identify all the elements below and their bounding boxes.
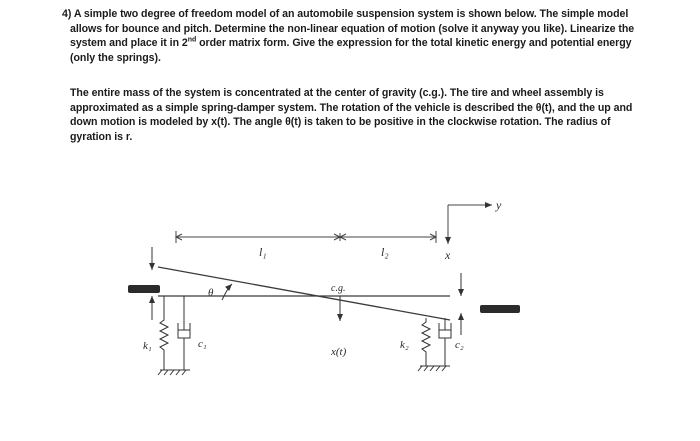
vehicle-body: [158, 267, 450, 320]
k1-label: k₁: [143, 340, 152, 352]
problem-line: 4) A simple two degree of freedom model of an automobile suspension system is shown below. The simple model: [62, 8, 629, 20]
problem-line: (only the springs).: [70, 51, 161, 64]
right-ground: [418, 366, 450, 371]
left-damper: [178, 296, 190, 370]
problem-line: system and place it in 2nd order matrix form. Give the expression for the total kinetic energy and potential energy: [70, 36, 632, 50]
theta-label: θ: [208, 287, 214, 299]
right-wheel-assembly: [418, 273, 520, 371]
rotation-arrow: [222, 284, 232, 300]
c1-label: c₁: [198, 338, 207, 350]
xt-label: x(t): [331, 346, 347, 358]
y-axis-label: y: [496, 198, 502, 212]
left-spring: [160, 296, 168, 370]
problem-line: down motion is modeled by x(t). The angle θ(t) is taken to be positive in the clockwise rotation. The radius of: [70, 116, 611, 129]
right-wheel-block: [480, 305, 520, 313]
coordinate-axes: [448, 205, 492, 244]
problem-line: approximated as a simple spring-damper system. The rotation of the vehicle is described the θ(t), and the up and: [70, 101, 633, 114]
right-spring: [422, 318, 430, 366]
l2-label: l₂: [381, 245, 389, 259]
left-wheel-assembly: [128, 247, 190, 375]
left-wheel-block: [128, 285, 160, 293]
dimension-lines: [176, 231, 436, 243]
problem-line: The entire mass of the system is concentrated at the center of gravity (c.g.). The tire and wheel assembly is: [70, 87, 604, 99]
x-axis-label: x: [445, 248, 451, 262]
c2-label: c₂: [455, 339, 464, 351]
k2-label: k₂: [400, 339, 409, 351]
cg-label: c.g.: [331, 283, 346, 294]
left-ground: [158, 370, 190, 375]
right-damper: [439, 318, 451, 366]
problem-line: allows for bounce and pitch. Determine the non-linear equation of motion (solve it anyway you like). Linearize the: [70, 22, 635, 35]
l1-label: l₁: [259, 245, 267, 259]
problem-line: gyration is r.: [70, 130, 133, 143]
